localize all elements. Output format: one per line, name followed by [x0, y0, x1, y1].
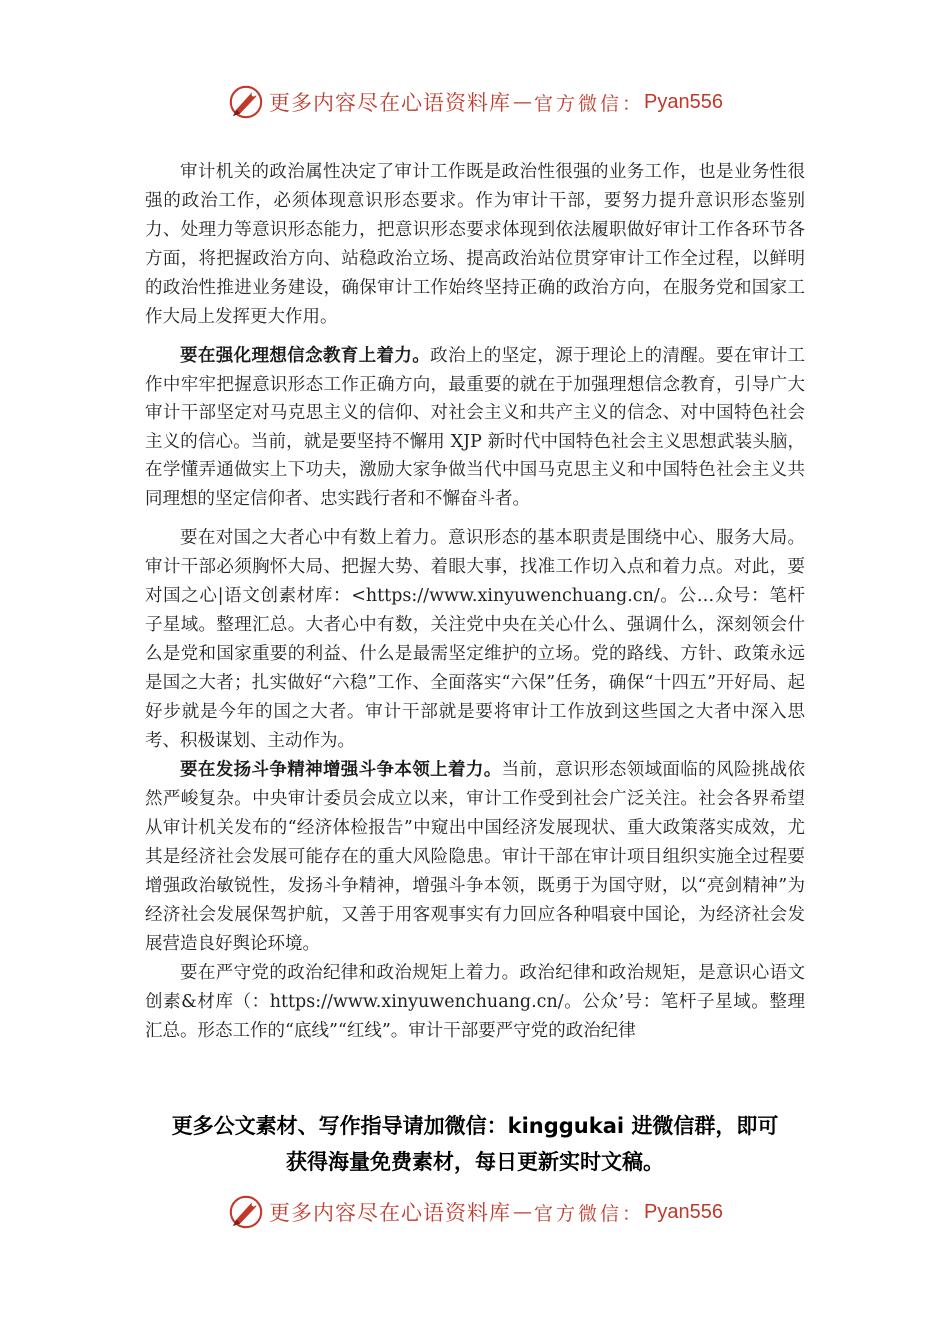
pen-nib-logo-icon [227, 1193, 265, 1231]
paragraph-text: 当前，意识形态领域面临的风险挑战依然严峻复杂。中央审计委员会成立以来，审计工作受到社会广泛关注。社会各界希望从审计机关发布的“经济体检报告”中窥出中国经济发展现状、重大政策落实成效，尤其是经济社会发展可能存在的重大风险隐患。审计干部在审计项目组织实施全过程要增强政治敏锐性，发扬斗争精神，增强斗争本领，既勇于为国守财，以“亮剑精神”为经济社会发展保驾护航，又善于用客观事实有力回应各种唱衰中国论，为经济社会发展营造良好舆论环境。 [145, 759, 806, 954]
footer-notice-line2: 获得海量免费素材，每日更新实时文稿。 [286, 1150, 664, 1174]
banner-title: 更多内容尽在心语资料库 [269, 1201, 511, 1225]
banner-separator: — [513, 91, 532, 113]
paragraph-lead: 要在强化理想信念教育上着力。 [180, 346, 431, 366]
banner-separator: — [513, 1201, 532, 1223]
paragraph-ideals-education [145, 342, 805, 514]
pen-nib-logo-icon [227, 83, 265, 121]
paragraph-struggle-spirit [145, 756, 805, 959]
banner-title: 更多内容尽在心语资料库 [269, 91, 511, 115]
paragraph-national-priorities [145, 524, 805, 756]
header-banner [0, 80, 950, 124]
footer-notice-line1: 更多公文素材、写作指导请加微信：kinggukai 进微信群，即可 [171, 1114, 779, 1138]
paragraph-text: 政治上的坚定，源于理论上的清醒。要在审计工作中牢牢把握意识形态工作正确方向，最重要的就在于加强理想信念教育，引导广大审计干部坚定对马克思主义的信仰、对社会主义和共产主义的信念、对中国特色社会主义的信心。当前，就是要坚持不懈用 XJP 新时代中国特色社会主义思想武装头脑，在学懂弄通做实上下功夫，激励大家争做当代中国马克思主义和中国特色社会主义共同理想的坚定信仰者、忠实践行者和不懈奋斗者。 [145, 346, 806, 509]
paragraph-text: 要在对国之大者心中有数上着力。意识形态的基本职责是围绕中心、服务大局。审计干部必须胸怀大局、把握大势、着眼大事，找准工作切入点和着力点。对此，要对国之心|语文创素材库：<https://www.xinyuwenchuang.cn/。公…众号：笔杆子星域。整理汇总。大者心中有数，关注党中央在关心什么、强调什么，深刻领会什么是党和国家重要的利益、什么是最需坚定维护的立场。党的路线、方针、政策永远是国之大者；扎实做好“六稳”工作、全面落实“六保”任务，确保“十四五”开好局、起好步就是今年的国之大者。审计干部就是要将审计工作放到这些国之大者中深入思考、积极谋划、主动作为。 [145, 527, 805, 751]
banner-wechat-label: 官方微信： [534, 92, 645, 115]
footer-banner [0, 1190, 950, 1234]
paragraph-lead: 要在发扬斗争精神增强斗争本领上着力。 [180, 759, 502, 780]
paragraph-political-discipline [145, 959, 805, 1046]
banner-wechat-id: Pyan556 [644, 90, 723, 113]
paragraph-text: 要在严守党的政治纪律和政治规矩上着力。政治纪律和政治规矩，是意识心语文创素&材库（：https://www.xinyuwenchuang.cn/。公众’号：笔杆子星域。整理汇总。形态工作的“底线”“红线”。审计干部要严守党的政治纪律 [145, 962, 805, 1041]
banner-wechat-id: Pyan556 [644, 1200, 723, 1223]
footer-notice [0, 1108, 950, 1180]
document-body [145, 158, 805, 1046]
paragraph-text: 审计机关的政治属性决定了审计工作既是政治性很强的业务工作，也是业务性很强的政治工作，必须体现意识形态要求。作为审计干部，要努力提升意识形态鉴别力、处理力等意识形态能力，把意识形态要求体现到依法履职做好审计工作各环节各方面，将把握政治方向、站稳政治立场、提高政治站位贯穿审计工作全过程，以鲜明的政治性推进业务建设，确保审计工作始终坚持正确的政治方向，在服务党和国家工作大局上发挥更大作用。 [145, 162, 805, 327]
paragraph-intro [145, 158, 805, 332]
banner-wechat-label: 官方微信： [534, 1202, 645, 1225]
